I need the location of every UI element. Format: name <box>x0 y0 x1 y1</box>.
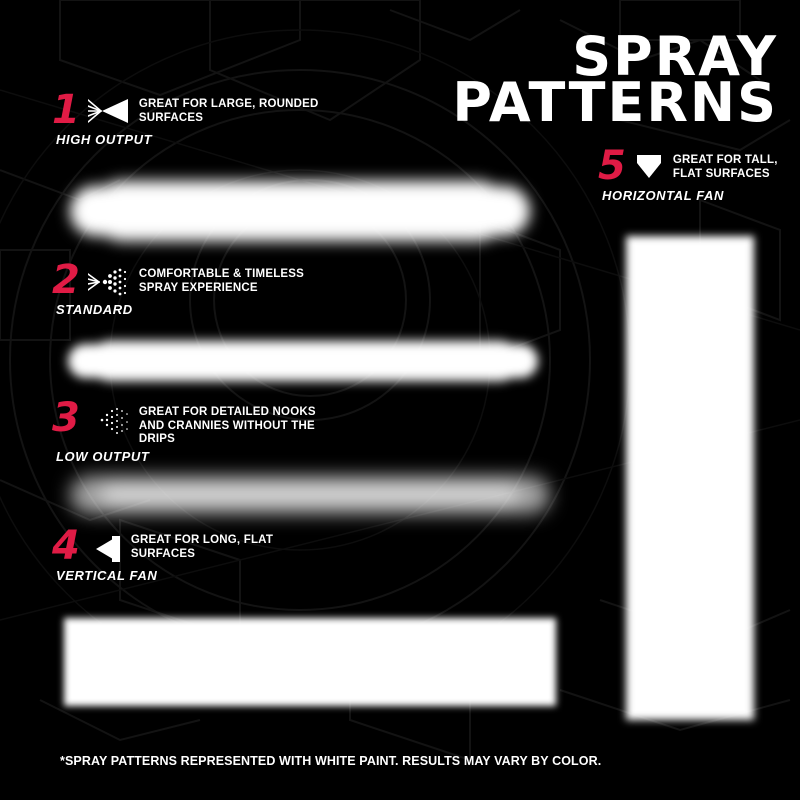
legend-number: 1 <box>52 87 80 133</box>
swatch-high-output <box>40 162 560 262</box>
legend-item-vertical-fan <box>52 523 311 583</box>
swatch-vertical-fan <box>40 590 580 730</box>
legend-description: GREAT FOR LONG, FLAT SURFACES <box>130 534 274 560</box>
legend-description: GREAT FOR TALL, FLAT SURFACES <box>672 154 778 180</box>
legend-number: 2 <box>52 257 80 303</box>
title-line-2: PATTERNS <box>452 71 778 135</box>
legend-item-standard <box>52 257 319 317</box>
legend-name: LOW OUTPUT <box>56 448 150 464</box>
legend-item-high-output <box>52 87 319 147</box>
swatch-standard <box>40 318 560 404</box>
legend-name: HORIZONTAL FAN <box>602 188 725 203</box>
page-title <box>452 25 778 135</box>
title-line-1: SPRAY <box>572 25 778 88</box>
swatch-horizontal-fan <box>600 218 780 738</box>
legend-item-horizontal-fan <box>598 143 783 203</box>
legend-name: VERTICAL FAN <box>56 568 158 583</box>
legend-number: 4 <box>52 523 80 569</box>
legend-number: 3 <box>52 395 80 441</box>
legend-description: GREAT FOR LARGE, ROUNDED SURFACES <box>138 98 319 124</box>
legend-description: COMFORTABLE & TIMELESS SPRAY EXPERIENCE <box>138 268 305 294</box>
legend-name: STANDARD <box>56 302 133 317</box>
spray-dots-medium-icon <box>88 266 130 300</box>
legend-description: GREAT FOR DETAILED NOOKS AND CRANNIES WITHOUT THE DRIPS <box>138 406 316 446</box>
horizontal-fan-icon <box>634 152 664 186</box>
legend-name: HIGH OUTPUT <box>56 132 153 147</box>
vertical-fan-icon <box>88 532 122 566</box>
legend-number: 5 <box>598 143 626 189</box>
footnote: *SPRAY PATTERNS REPRESENTED WITH WHITE PAINT. RESULTS MAY VARY BY COLOR. <box>60 754 602 768</box>
spray-cone-icon <box>88 96 130 130</box>
spray-dots-fine-icon <box>88 404 130 438</box>
